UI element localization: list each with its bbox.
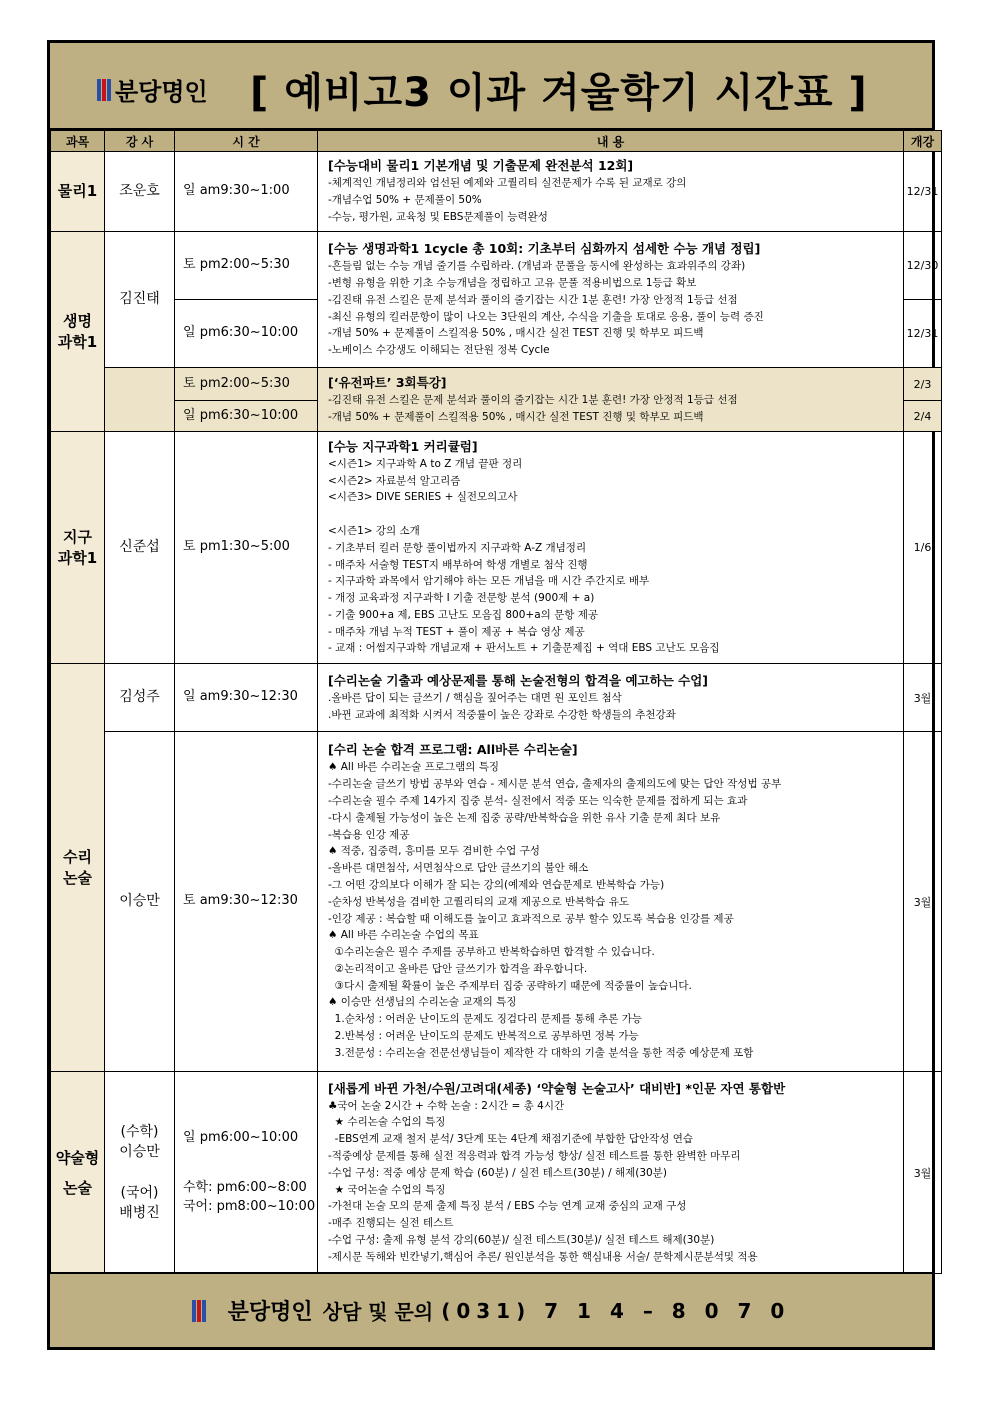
course-lines [328, 690, 895, 724]
content-line: 3.전문성 : 수리논술 전문선생님들이 제작한 각 대학의 기출 분석을 통한 적중 예상문제 포함 [328, 1046, 754, 1059]
content-line: -가천대 논술 모의 문제 출제 특징 분석 / EBS 수능 연계 교재 중심의 교재 구성 [328, 1200, 687, 1213]
content-line: -체계적인 개념정리와 엄선된 예제와 고퀄리티 실전문제가 수록 된 교재로 강의 [328, 177, 687, 190]
time-kor: 국어: pm8:00~10:00 [183, 1198, 316, 1214]
content-line: ♠ 이승만 선생님의 수리논술 교재의 특징 [328, 996, 517, 1009]
content-line: -매주 진행되는 실전 테스트 [328, 1217, 454, 1230]
content-line: - 개정 교육과정 지구과학 I 기출 전문항 분석 (900제 + a) [328, 592, 595, 605]
content-line: - 기초부터 킬러 문항 풀이법까지 지구과학 A-Z 개념정리 [328, 541, 587, 554]
timetable-frame [47, 40, 939, 1350]
content-cell [318, 732, 904, 1072]
header-brand [97, 72, 208, 107]
open-date: 3월 [904, 732, 942, 1072]
content-line: -복습용 인강 제공 [328, 828, 410, 841]
content-line: -개념수업 50% + 문제풀이 50% [328, 194, 482, 207]
course-title: [새롭게 바뀐 가천/수원/고려대(세종) ‘약술형 논술고사’ 대비반] *인문 자연 통합반 [328, 1080, 786, 1096]
table-row [51, 1072, 942, 1274]
content-line: -수능, 평가원, 교육청 및 EBS문제풀이 능력완성 [328, 210, 548, 223]
content-line [328, 506, 895, 523]
content-line: .바뀐 교과에 최적화 시켜서 적중률이 높은 강좌로 수강한 학생들의 추천강좌 [328, 708, 676, 721]
content-line: ♣국어 논술 2시간 + 수학 논술 : 2시간 = 총 4시간 [328, 1099, 565, 1112]
content-line: -노베이스 수강생도 이해되는 전단원 정복 Cycle [328, 344, 550, 357]
teacher-cell: 김진태 [105, 232, 175, 368]
content-line: ♠ All 바른 수리논술 프로그램의 특징 [328, 761, 499, 774]
content-line: -올바른 대면첨삭, 서면첨삭으로 답안 글쓰기의 불안 해소 [328, 862, 589, 875]
col-subject: 과목 [51, 131, 105, 152]
content-line: ③다시 출제될 확률이 높은 주제부터 집중 공략하기 때문에 적중률이 높습니다. [328, 979, 692, 992]
content-line: -변형 유형을 위한 기초 수능개념을 정립하고 고유 문풀 적용비법으로 1등급 확보 [328, 276, 697, 289]
course-title: [수리논술 기출과 예상문제를 통해 논술전형의 합격을 예고하는 수업] [328, 672, 708, 688]
content-line: -개념 50% + 문제풀이 스킬적용 50% , 매시간 실전 TEST 진행 및 학부모 피드백 [328, 410, 704, 423]
table-row [51, 432, 942, 664]
course-title: [수능대비 물리1 기본개념 및 기출문제 완전분석 12회] [328, 158, 634, 174]
content-line: -인강 제공 : 복습할 때 이해도를 높이고 효과적으로 공부 할수 있도록 복습용 인강를 제공 [328, 912, 734, 925]
teacher-cell: (수학) 이승만 (국어) 배병진 [105, 1072, 175, 1274]
open-date: 2/3 [904, 368, 942, 401]
time-math: 수학: pm6:00~8:00 [183, 1180, 307, 1196]
content-line: -흔들림 없는 수능 개념 줄기를 수립하라. (개념과 문풀을 동시에 완성하는 효과위주의 강좌) [328, 260, 746, 273]
table-header-row [51, 131, 942, 152]
time-cell: 일 pm6:30~10:00 [175, 401, 318, 432]
course-lines [328, 392, 895, 426]
content-line: -그 어떤 강의보다 이해가 잘 되는 강의(예제와 연습문제로 반복학습 가능) [328, 878, 665, 891]
subject-cell: 수리 논술 [51, 664, 105, 1072]
col-teacher: 강 사 [105, 131, 175, 152]
content-line: ★ 국어논술 수업의 특징 [328, 1183, 446, 1196]
table-row [51, 732, 942, 1072]
time-cell: 일 am9:30~12:30 [175, 664, 318, 732]
content-line: 1.순차성 : 어려운 난이도의 문제도 징검다리 문제를 통해 추론 가능 [328, 1013, 642, 1026]
content-line: -순차성 반복성을 겸비한 고퀄리티의 교재 제공으로 반복학습 유도 [328, 895, 630, 908]
course-title: [‘유전파트’ 3회특강] [328, 374, 447, 390]
content-line: -EBS연계 교재 철저 분석/ 3단계 또는 4단계 채점기준에 부합한 답안작성 연습 [328, 1133, 694, 1146]
content-line: - 기출 900+a 제, EBS 고난도 모음집 800+a의 문항 제공 [328, 608, 599, 621]
col-open: 개강 [904, 131, 942, 152]
content-line: -수업 구성: 출제 유형 분석 강의(60분)/ 실전 테스트(30분)/ 실전 테스트 해제(30분) [328, 1233, 715, 1246]
content-line: -수리논술 필수 주제 14가지 집중 분석- 실전에서 적중 또는 익숙한 문제를 접하게 되는 효과 [328, 794, 748, 807]
subject-cell: 지구 과학1 [51, 432, 105, 664]
subject-cell: 물리1 [51, 152, 105, 232]
content-line: - 매주차 서술형 TEST지 배부하여 학생 개별로 첨삭 진행 [328, 558, 588, 571]
teacher-cell: 조운호 [105, 152, 175, 232]
content-line: -수업 구성: 적중 예상 문제 학습 (60분) / 실전 테스트(30분) / 해제(30분) [328, 1166, 667, 1179]
table-row [51, 664, 942, 732]
content-line: <시즌3> DIVE SERIES + 실전모의고사 [328, 491, 518, 504]
footer-contact [192, 1295, 791, 1326]
content-cell [318, 152, 904, 232]
open-date: 2/4 [904, 401, 942, 432]
content-line: 2.반복성 : 어려운 난이도의 문제도 반복적으로 공부하면 정복 가능 [328, 1030, 639, 1043]
footer-brand: 분당명인 [227, 1300, 313, 1325]
course-title: [수리 논술 합격 프로그램: All바른 수리논술] [328, 742, 578, 758]
page-header [50, 43, 932, 130]
content-line: -적중예상 문제를 통해 실전 적응력과 합격 가능성 향상/ 실전 테스트를 통한 완벽한 마무리 [328, 1149, 741, 1162]
time-cell: 토 pm1:30~5:00 [175, 432, 318, 664]
content-line: -수리논술 글쓰기 방법 공부와 연습 - 제시문 분석 연습, 출제자의 출제의도에 맞는 답안 작성법 공부 [328, 778, 782, 791]
course-title: [수능 생명과학1 1cycle 총 10회: 기초부터 심화까지 섬세한 수능 개념 정립] [328, 241, 761, 257]
teacher-cell: 김성주 [105, 664, 175, 732]
col-content: 내 용 [318, 131, 904, 152]
time-cell [175, 1072, 318, 1274]
time-cell: 일 am9:30~1:00 [175, 152, 318, 232]
content-line: <시즌2> 자료분석 알고리즘 [328, 474, 461, 487]
content-line: ♠ 적중, 집중력, 흥미를 모두 겸비한 수업 구성 [328, 845, 540, 858]
content-line: ②논리적이고 올바른 답안 글쓰기가 합격을 좌우합니다. [328, 962, 588, 975]
content-line: - 교재 : 어썸지구과학 개념교재 + 판서노트 + 기출문제집 + 역대 EBS 고난도 모음집 [328, 642, 720, 655]
course-title: [수능 지구과학1 커리큘럼] [328, 438, 478, 454]
table-row [51, 152, 942, 232]
open-date: 12/31 [904, 152, 942, 232]
teacher-cell-empty [105, 368, 175, 432]
content-line: -개념 50% + 문제풀이 스킬적용 50% , 매시간 실전 TEST 진행 및 학부모 피드백 [328, 327, 704, 340]
open-date: 12/30 [904, 232, 942, 300]
open-date: 1/6 [904, 432, 942, 664]
timetable [50, 130, 942, 1274]
subject-cell: 약술형 논술 [51, 1072, 105, 1274]
content-cell [318, 1072, 904, 1274]
time-cell: 토 pm2:00~5:30 [175, 368, 318, 401]
open-date: 3월 [904, 664, 942, 732]
teacher-cell: 이승만 [105, 732, 175, 1072]
content-line: .올바른 답이 되는 글쓰기 / 핵심을 짚어주는 대면 원 포인트 첨삭 [328, 691, 622, 704]
footer-text: 상담 및 문의 [322, 1300, 434, 1324]
page-footer [50, 1272, 932, 1347]
col-time: 시 간 [175, 131, 318, 152]
time-cell: 일 pm6:30~10:00 [175, 300, 318, 368]
content-line: -다시 출제될 가능성이 높은 논제 집중 공략/반복학습을 위한 유사 기출 문제 최다 보유 [328, 811, 721, 824]
content-line: ①수리논술은 필수 주제를 공부하고 반복학습하면 합격할 수 있습니다. [328, 946, 655, 959]
content-line: -김진태 유전 스킬은 문제 분석과 풀이의 줄기잡는 시간 1분 훈련! 가장 안정적 1등급 선점 [328, 293, 738, 306]
content-line: - 매주차 개념 누적 TEST + 풀이 제공 + 복습 영상 제공 [328, 625, 585, 638]
content-line: - 지구과학 과목에서 암기해야 하는 모든 개념을 매 시간 주간지로 배부 [328, 575, 650, 588]
subject-cell: 생명 과학1 [51, 232, 105, 432]
time-cell: 토 pm2:00~5:30 [175, 232, 318, 300]
teacher-cell: 신준섭 [105, 432, 175, 664]
content-line: ♠ All 바른 수리논술 수업의 목표 [328, 929, 479, 942]
content-line: ★ 수리논술 수업의 특징 [328, 1116, 446, 1129]
table-row [51, 232, 942, 300]
content-line: -제시문 독해와 빈칸넣기,핵심어 추론/ 원인분석을 통한 핵심내용 서술/ 문학제시문분석및 적용 [328, 1250, 758, 1263]
content-line: -최신 유형의 킬러문항이 많이 나오는 3단원의 계산, 수식을 기출을 토대로 응용, 풀이 능력 증진 [328, 310, 764, 323]
course-lines [328, 759, 895, 1061]
table-row [51, 368, 942, 401]
content-cell [318, 432, 904, 664]
content-line: <시즌1> 지구과학 A to Z 개념 끝판 정리 [328, 457, 523, 470]
course-lines [328, 258, 895, 359]
course-lines [328, 175, 895, 225]
content-cell [318, 232, 904, 368]
footer-phone: (031) 7 1 4 – 8 0 7 0 [441, 1298, 791, 1323]
course-lines [328, 456, 895, 658]
content-line: <시즌1> 강의 소개 [328, 524, 420, 537]
time-cell: 토 am9:30~12:30 [175, 732, 318, 1072]
time-main: 일 pm6:00~10:00 [183, 1130, 299, 1146]
brand-name: 분당명인 [115, 78, 208, 106]
content-cell [318, 664, 904, 732]
content-line: -김진태 유전 스킬은 문제 분석과 풀이의 줄기잡는 시간 1분 훈련! 가장 안정적 1등급 선점 [328, 393, 738, 406]
course-lines [328, 1098, 895, 1266]
special-content-cell [318, 368, 904, 432]
open-date: 3월 [904, 1072, 942, 1274]
logo-icon [192, 1300, 206, 1322]
open-date: 12/31 [904, 300, 942, 368]
logo-icon [97, 79, 111, 101]
page-title: [ 예비고3 이과 겨울학기 시간표 ] [250, 70, 868, 116]
